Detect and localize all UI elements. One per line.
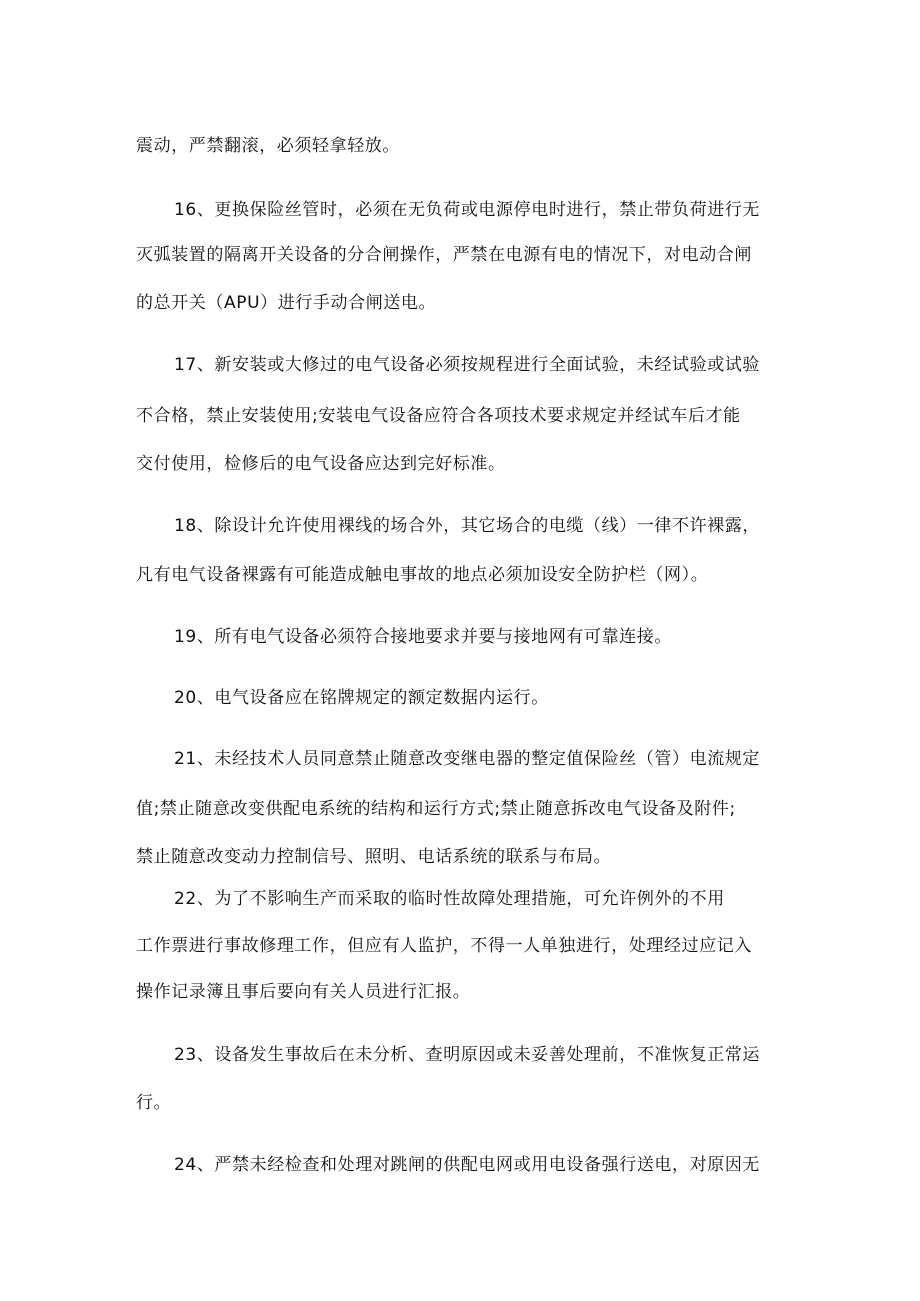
text-line: 21、未经技术人员同意禁止随意改变继电器的整定值保险丝（管）电流规定 [174, 749, 761, 769]
text-line: 17、新安装或大修过的电气设备必须按规程进行全面试验，未经试验或试验 [174, 355, 761, 375]
text-line: 灭弧装置的隔离开关设备的分合闸操作，严禁在电源有电的情况下，对电动合闸 [136, 245, 752, 265]
text-line: 震动，严禁翻滚，必须轻拿轻放。 [136, 136, 400, 156]
text-line: 23、设备发生事故后在未分析、查明原因或未妥善处理前，不准恢复正常运 [174, 1045, 761, 1065]
text-line: 18、除设计允许使用裸线的场合外，其它场合的电缆（线）一律不许裸露， [174, 516, 761, 536]
text-line: 行。 [136, 1093, 172, 1113]
text-line: 24、严禁未经检查和处理对跳闸的供配电网或用电设备强行送电，对原因无 [174, 1155, 761, 1175]
text-line: 20、电气设备应在铭牌规定的额定数据内运行。 [174, 688, 549, 708]
text-line: 工作票进行事故修理工作，但应有人监护，不得一人单独进行，处理经过应记入 [136, 936, 752, 956]
text-line: 不合格，禁止安装使用;安装电气设备应符合各项技术要求规定并经试车后才能 [136, 406, 741, 426]
text-line: 凡有电气设备裸露有可能造成触电事故的地点必须加设安全防护栏（网）。 [136, 565, 709, 585]
text-line: 交付使用，检修后的电气设备应达到完好标准。 [136, 454, 506, 474]
text-line: 22、为了不影响生产而采取的临时性故障处理措施，可允许例外的不用 [174, 889, 725, 909]
text-line: 的总开关（APU）进行手动合闸送电。 [136, 293, 437, 313]
text-line: 操作记录簿且事后要向有关人员进行汇报。 [136, 982, 471, 1002]
text-line: 16、更换保险丝管时，必须在无负荷或电源停电时进行，禁止带负荷进行无 [174, 200, 761, 220]
text-line: 值;禁止随意改变供配电系统的结构和运行方式;禁止随意拆改电气设备及附件; [136, 799, 736, 819]
text-line: 19、所有电气设备必须符合接地要求并要与接地网有可靠连接。 [174, 627, 673, 647]
text-line: 禁止随意改变动力控制信号、照明、电话系统的联系与布局。 [136, 847, 612, 867]
